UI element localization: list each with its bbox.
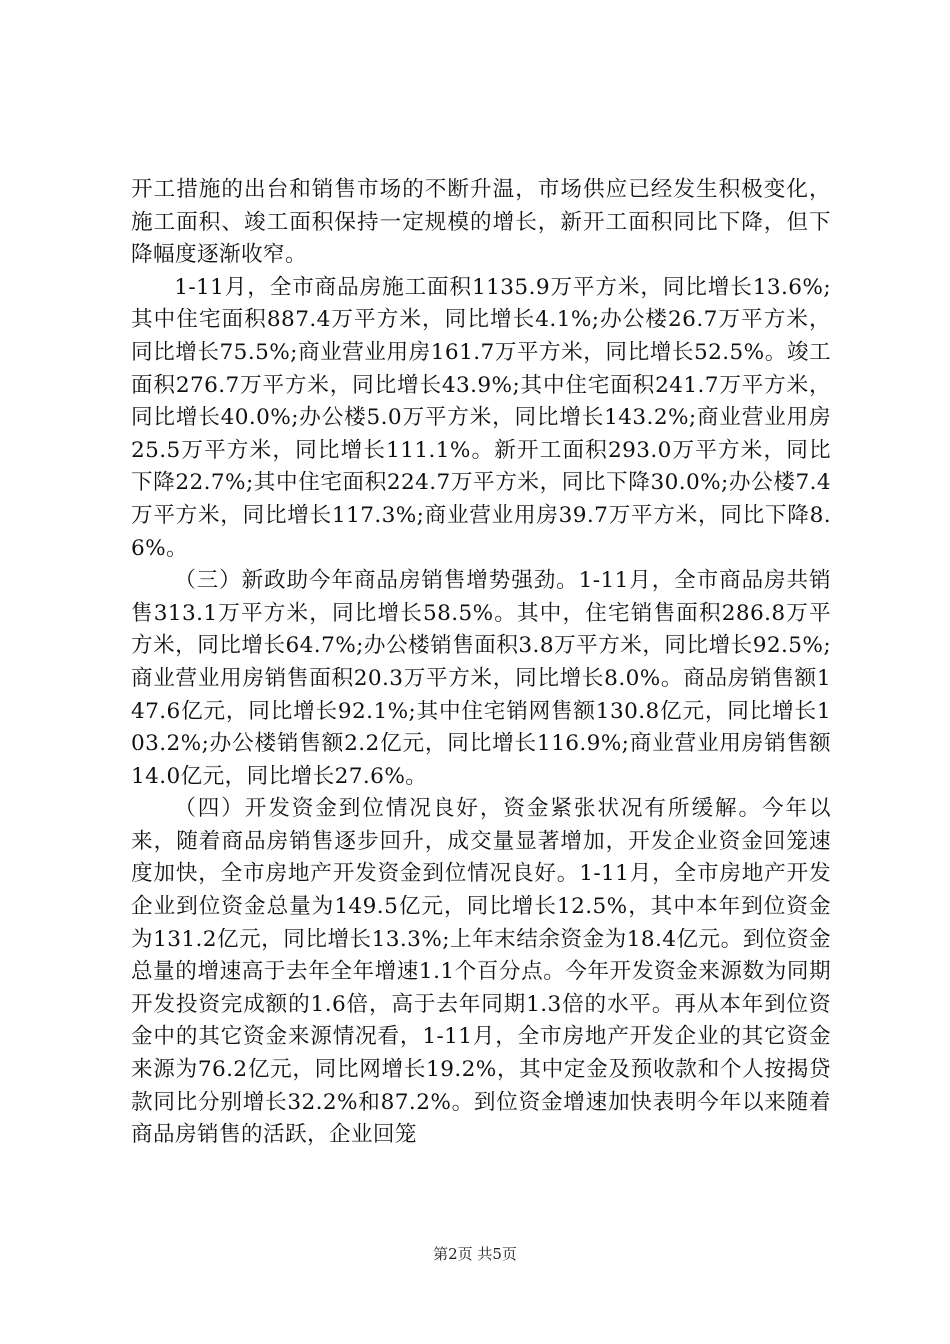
paragraph-construction-area: 1-11月，全市商品房施工面积1135.9万平方米，同比增长13.6%;其中住宅面积887.4万平方米，同比增长4.1%;办公楼26.7万平方米，同比增长75.5%;商业营业用房161.7万平方米，同比增长52.5%。竣工面积276.7万平方米，同比增长43.9%;其中住宅面积241.7万平方米，同比增长40.0%;办公楼5.0万平方米，同比增长143.2%;商业营业用房25.5万平方米，同比增长111.1%。新开工面积293.0万平方米，同比下降22.7%;其中住宅面积224.7万平方米，同比下降30.0%;办公楼7.4万平方米，同比增长117.3%;商业营业用房39.7万平方米，同比下降8.6%。 xyxy=(131,274,831,561)
paragraph-continuation: 开工措施的出台和销售市场的不断升温，市场供应已经发生积极变化，施工面积、竣工面积保持一定规模的增长，新开工面积同比下降，但下降幅度逐渐收窄。 xyxy=(131,177,831,268)
paragraph-sales: （三）新政助今年商品房销售增势强劲。1-11月，全市商品房共销售313.1万平方米，同比增长58.5%。其中，住宅销售面积286.8万平方米，同比增长64.7%;办公楼销售面积3.8万平方米，同比增长92.5%;商业营业用房销售面积20.3万平方米，同比增长8.0%。商品房销售额147.6亿元，同比增长92.1%;其中住宅销网售额130.8亿元，同比增长103.2%;办公楼销售额2.2亿元，同比增长116.9%;商业营业用房销售额14.0亿元，同比增长27.6%。 xyxy=(131,568,831,789)
paragraph-funding: （四）开发资金到位情况良好，资金紧张状况有所缓解。今年以来，随着商品房销售逐步回升，成交量显著增加，开发企业资金回笼速度加快，全市房地产开发资金到位情况良好。1-11月，全市房地产开发企业到位资金总量为149.5亿元，同比增长12.5%，其中本年到位资金为131.2亿元，同比增长13.3%;上年末结余资金为18.4亿元。到位资金总量的增速高于去年全年增速1.1个百分点。今年开发资金来源数为同期开发投资完成额的1.6倍，高于去年同期1.3倍的水平。再从本年到位资金中的其它资金来源情况看，1-11月，全市房地产开发企业的其它资金来源为76.2亿元，同比网增长19.2%，其中定金及预收款和个人按揭贷款同比分别增长32.2%和87.2%。到位资金增速加快表明今年以来随着商品房销售的活跃，企业回笼 xyxy=(131,796,831,1148)
document-body xyxy=(131,174,831,1152)
page-number-footer: 第2页 共5页 xyxy=(433,1245,517,1263)
